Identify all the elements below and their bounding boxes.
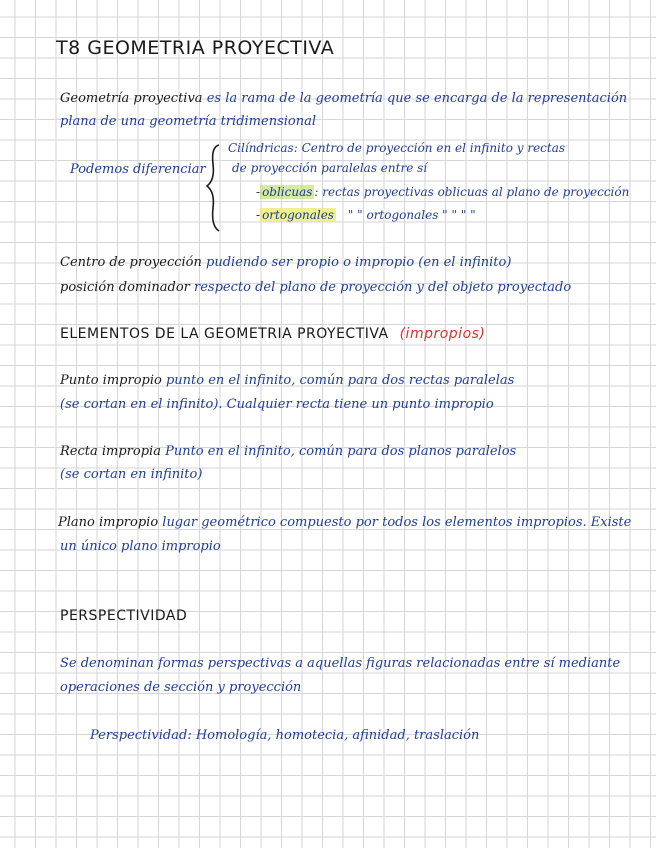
page-title: T8 GEOMETRIA PROYECTIVA	[56, 37, 335, 59]
cilindricas-line-2: de proyección paralelas entre sí	[232, 161, 428, 175]
perspectividad-heading: PERSPECTIVIDAD	[60, 608, 188, 624]
centro-line	[60, 255, 511, 270]
ortogonales-line: - ortogonales " " ortogonales " " " "	[256, 208, 476, 222]
oblicuas-text: : rectas proyectivas oblicuas al plano de proyección	[314, 185, 630, 199]
posicion-term: posición dominador	[60, 280, 190, 295]
plano-line-1	[58, 515, 631, 530]
punto-term: Punto impropio	[60, 373, 162, 388]
recta-line-1	[60, 444, 516, 459]
posicion-line	[60, 280, 571, 295]
intro-line-1	[60, 91, 627, 106]
perspectividad-types: Perspectividad: Homología, homotecia, afinidad, traslación	[90, 728, 480, 743]
centro-text: pudiendo ser propio o impropio (en el infinito)	[206, 255, 512, 270]
recta-text-1: Punto en el infinito, común para dos planos paralelos	[165, 444, 517, 459]
plano-line-2: un único plano impropio	[60, 539, 221, 554]
punto-line-1	[60, 373, 514, 388]
distinguish-label: Podemos diferenciar	[70, 162, 206, 177]
elements-note: (impropios)	[399, 326, 486, 342]
centro-term: Centro de proyección	[60, 255, 202, 270]
punto-text-1: punto en el infinito, común para dos rectas paralelas	[165, 373, 515, 388]
ortogonales-label: ortogonales	[262, 208, 334, 222]
recta-term: Recta impropia	[60, 444, 161, 459]
plano-term: Plano impropio	[58, 515, 159, 530]
ortogonales-text: " " ortogonales " " " "	[347, 208, 476, 222]
plano-text-1: lugar geométrico compuesto por todos los elementos impropios. Existe	[162, 515, 632, 530]
cilindricas-line-1: Cilíndricas: Centro de proyección en el infinito y rectas	[228, 141, 566, 155]
recta-line-2: (se cortan en infinito)	[60, 467, 203, 482]
intro-term: Geometría proyectiva	[60, 91, 203, 106]
perspectividad-line-2: operaciones de sección y proyección	[60, 680, 302, 695]
intro-text-1: es la rama de la geometría que se encarga de la representación	[206, 91, 628, 106]
oblicuas-label: oblicuas	[262, 185, 313, 199]
perspectividad-line-1: Se denominan formas perspectivas a aquellas figuras relacionadas entre sí mediante	[60, 656, 621, 671]
posicion-text: respecto del plano de proyección y del objeto proyectado	[194, 280, 572, 295]
oblicuas-line: - oblicuas : rectas proyectivas oblicuas al plano de proyección	[256, 185, 630, 199]
punto-line-2: (se cortan en el infinito). Cualquier recta tiene un punto impropio	[60, 397, 494, 412]
elements-heading: ELEMENTOS DE LA GEOMETRIA PROYECTIVA (impropios)	[60, 326, 486, 342]
intro-line-2: plana de una geometría tridimensional	[60, 114, 317, 129]
curly-brace	[204, 142, 224, 234]
